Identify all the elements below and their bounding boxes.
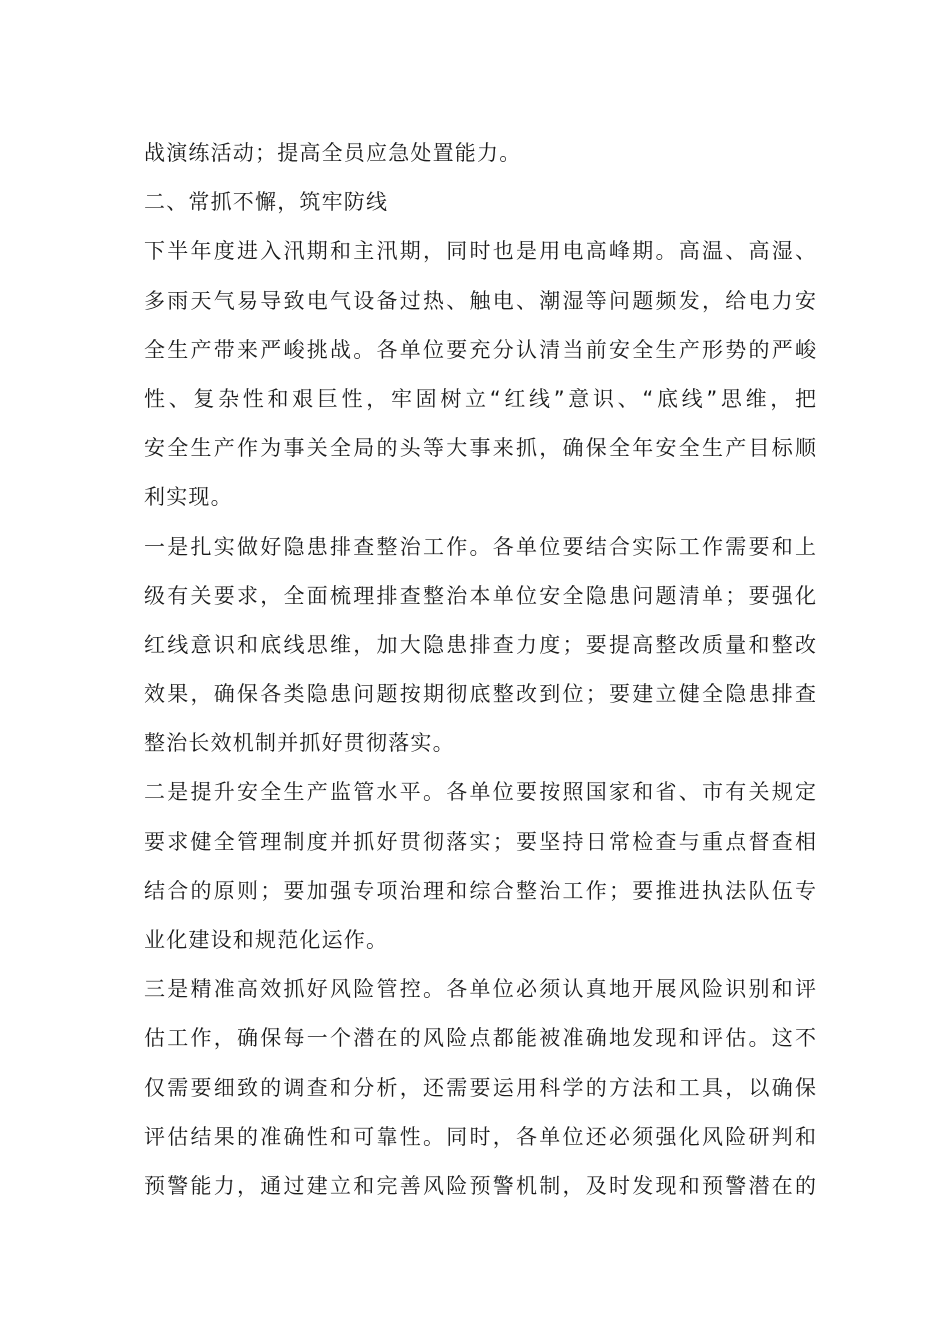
text-line: 业化建设和规范化运作。 xyxy=(144,928,389,952)
text-line: 三是精准高效抓好风险管控。各单位必须认真地开展风险识别和评 xyxy=(144,977,816,1002)
section-heading: 二、常抓不懈，筑牢防线 xyxy=(144,190,389,215)
text-line: 利实现。 xyxy=(144,485,233,510)
text-line: 效果，确保各类隐患问题按期彻底整改到位；要建立健全隐患排查 xyxy=(144,682,816,707)
text-line: 红线意识和底线思维，加大隐患排查力度；要提高整改质量和整改 xyxy=(144,632,816,657)
text-line: 一是扎实做好隐患排查整治工作。各单位要结合实际工作需要和上 xyxy=(144,534,816,559)
text-line: 战演练活动；提高全员应急处置能力。 xyxy=(144,141,522,165)
text-line: 整治长效机制并抓好贯彻落实。 xyxy=(144,731,455,756)
document-body xyxy=(144,134,816,1216)
text-line: 全生产带来严峻挑战。各单位要充分认清当前安全生产形势的严峻 xyxy=(144,337,816,362)
text-line: 性、复杂性和艰巨性，牢固树立“红线”意识、“底线”思维，把 xyxy=(144,386,816,411)
text-line: 估工作，确保每一个潜在的风险点都能被准确地发现和评估。这不 xyxy=(144,1026,816,1051)
text-line: 安全生产作为事关全局的头等大事来抓，确保全年安全生产目标顺 xyxy=(144,436,816,461)
text-line: 二是提升安全生产监管水平。各单位要按照国家和省、市有关规定 xyxy=(144,780,816,805)
text-line: 级有关要求，全面梳理排查整治本单位安全隐患问题清单；要强化 xyxy=(144,583,816,608)
text-line: 预警能力，通过建立和完善风险预警机制，及时发现和预警潜在的 xyxy=(144,1173,816,1198)
text-line: 下半年度进入汛期和主汛期，同时也是用电高峰期。高温、高湿、 xyxy=(144,239,816,264)
text-line: 结合的原则；要加强专项治理和综合整治工作；要推进执法队伍专 xyxy=(144,878,816,903)
text-line: 要求健全管理制度并抓好贯彻落实；要坚持日常检查与重点督查相 xyxy=(144,829,816,854)
text-line: 多雨天气易导致电气设备过热、触电、潮湿等问题频发，给电力安 xyxy=(144,288,816,313)
text-line: 仅需要细致的调查和分析，还需要运用科学的方法和工具，以确保 xyxy=(144,1075,816,1100)
text-line: 评估结果的准确性和可靠性。同时，各单位还必须强化风险研判和 xyxy=(144,1124,816,1149)
